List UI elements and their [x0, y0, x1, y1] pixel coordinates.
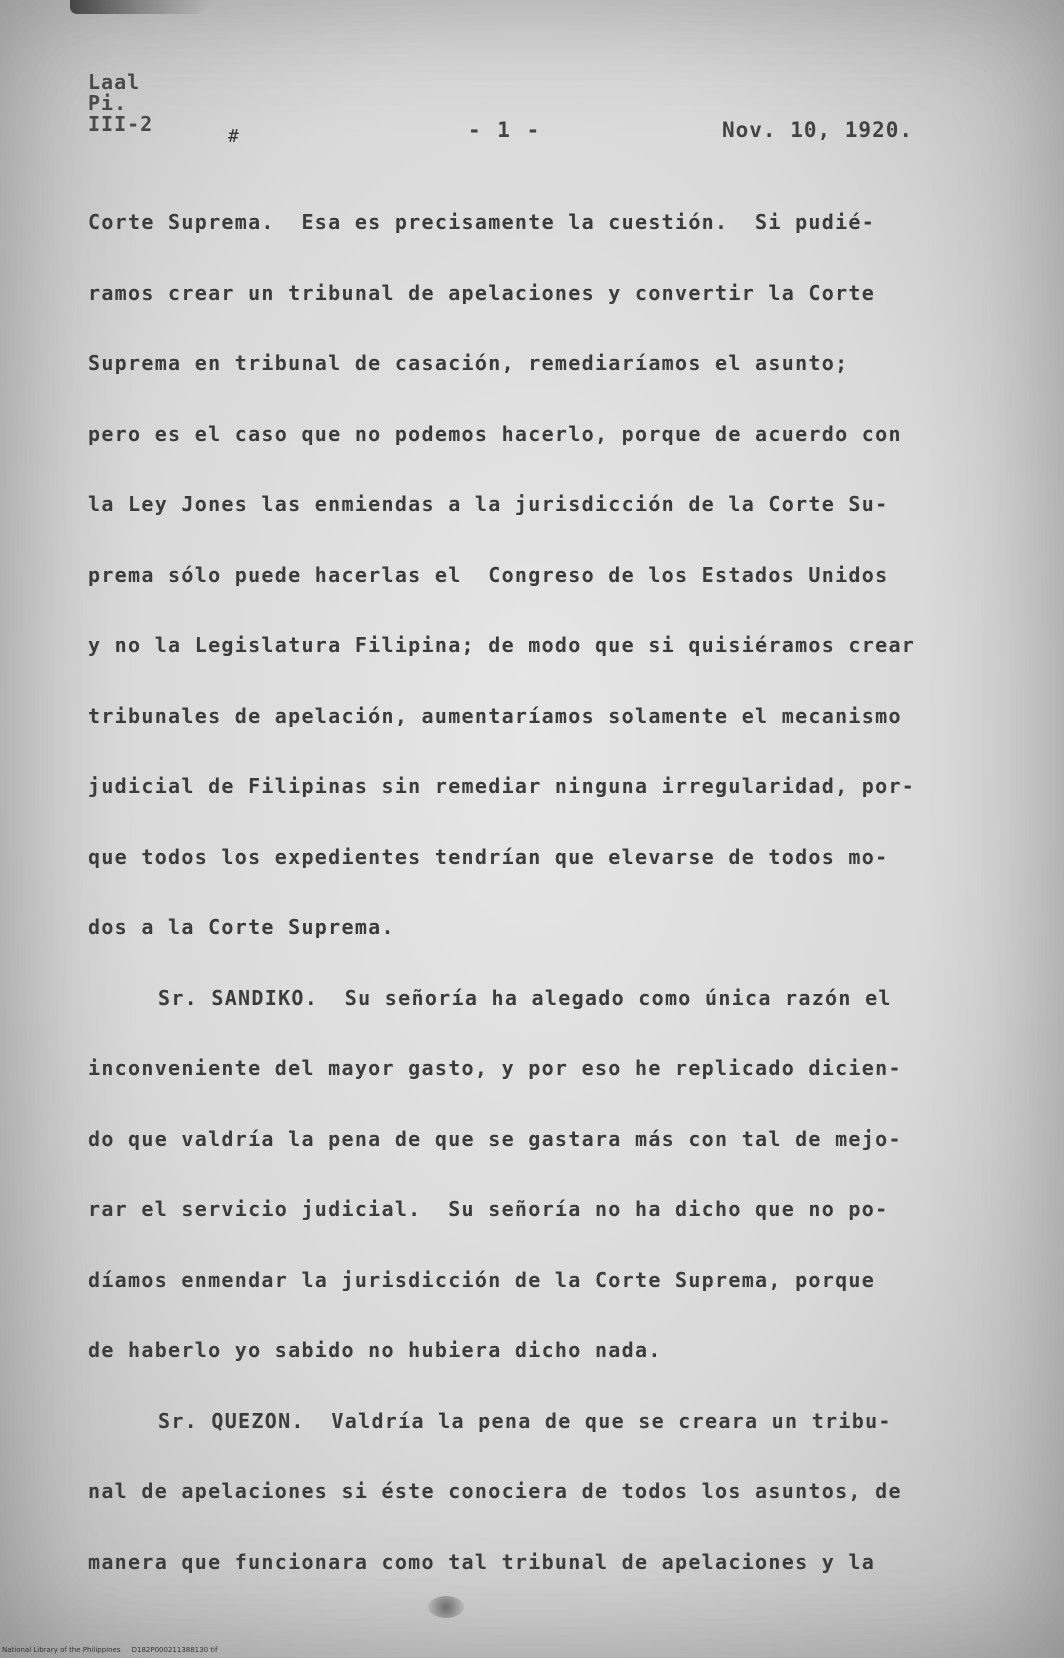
text-line: la Ley Jones las enmiendas a la jurisdicción de la Corte Su-: [88, 492, 889, 516]
document-date: Nov. 10, 1920.: [722, 118, 914, 142]
text-line: nal de apelaciones si éste conociera de todos los asuntos, de: [88, 1479, 902, 1503]
speaker-line: Sr. SANDIKO. Su señoría ha alegado como única razón el: [158, 985, 892, 1010]
text-line: manera que funcionara como tal tribunal de apelaciones y la: [88, 1549, 876, 1574]
stray-ink-mark: #: [228, 126, 239, 147]
text-line: prema sólo puede hacerlas el Congreso de los Estados Unidos: [88, 562, 889, 587]
archive-code-line: Laal: [88, 70, 141, 94]
text-line: Corte Suprema. Esa es precisamente la cuestión. Si pudié-: [88, 210, 876, 234]
text-line: díamos enmendar la jurisdicción de la Corte Suprema, porque: [88, 1267, 876, 1292]
text-line: ramos crear un tribunal de apelaciones y convertir la Corte: [88, 280, 876, 305]
archive-code-line: III-2: [88, 112, 154, 136]
speaker-line: Sr. QUEZON. Valdría la pena de que se creara un tribu-: [158, 1408, 892, 1433]
text-line: Suprema en tribunal de casación, remediaríamos el asunto;: [88, 351, 849, 375]
text-line: inconveniente del mayor gasto, y por eso he replicado dicien-: [88, 1056, 902, 1080]
text-line: judicial de Filipinas sin remediar ninguna irregularidad, por-: [88, 774, 916, 798]
text-line: de haberlo yo sabido no hubiera dicho nada.: [88, 1338, 662, 1362]
archive-code-line: Pi.: [88, 91, 128, 115]
document-body: [88, 210, 988, 1620]
text-line: y no la Legislatura Filipina; de modo que si quisiéramos crear: [88, 633, 916, 657]
page-number: - 1 -: [468, 118, 542, 142]
text-line: dos a la Corte Suprema.: [88, 915, 395, 939]
text-line: pero es el caso que no podemos hacerlo, porque de acuerdo con: [88, 421, 902, 446]
text-line: do que valdría la pena de que se gastara más con tal de mejo-: [88, 1126, 902, 1151]
scan-smudge-top: [70, 0, 210, 14]
archive-codes: [88, 72, 153, 135]
text-line: rar el servicio judicial. Su señoría no ha dicho que no po-: [88, 1197, 889, 1221]
text-line: tribunales de apelación, aumentaríamos solamente el mecanismo: [88, 703, 902, 728]
text-line: que todos los expedientes tendrían que elevarse de todos mo-: [88, 844, 889, 869]
archive-caption: National Library of the Philippines D182P000211388130 tif: [2, 1646, 218, 1654]
scan-smudge-bottom: [428, 1596, 464, 1618]
